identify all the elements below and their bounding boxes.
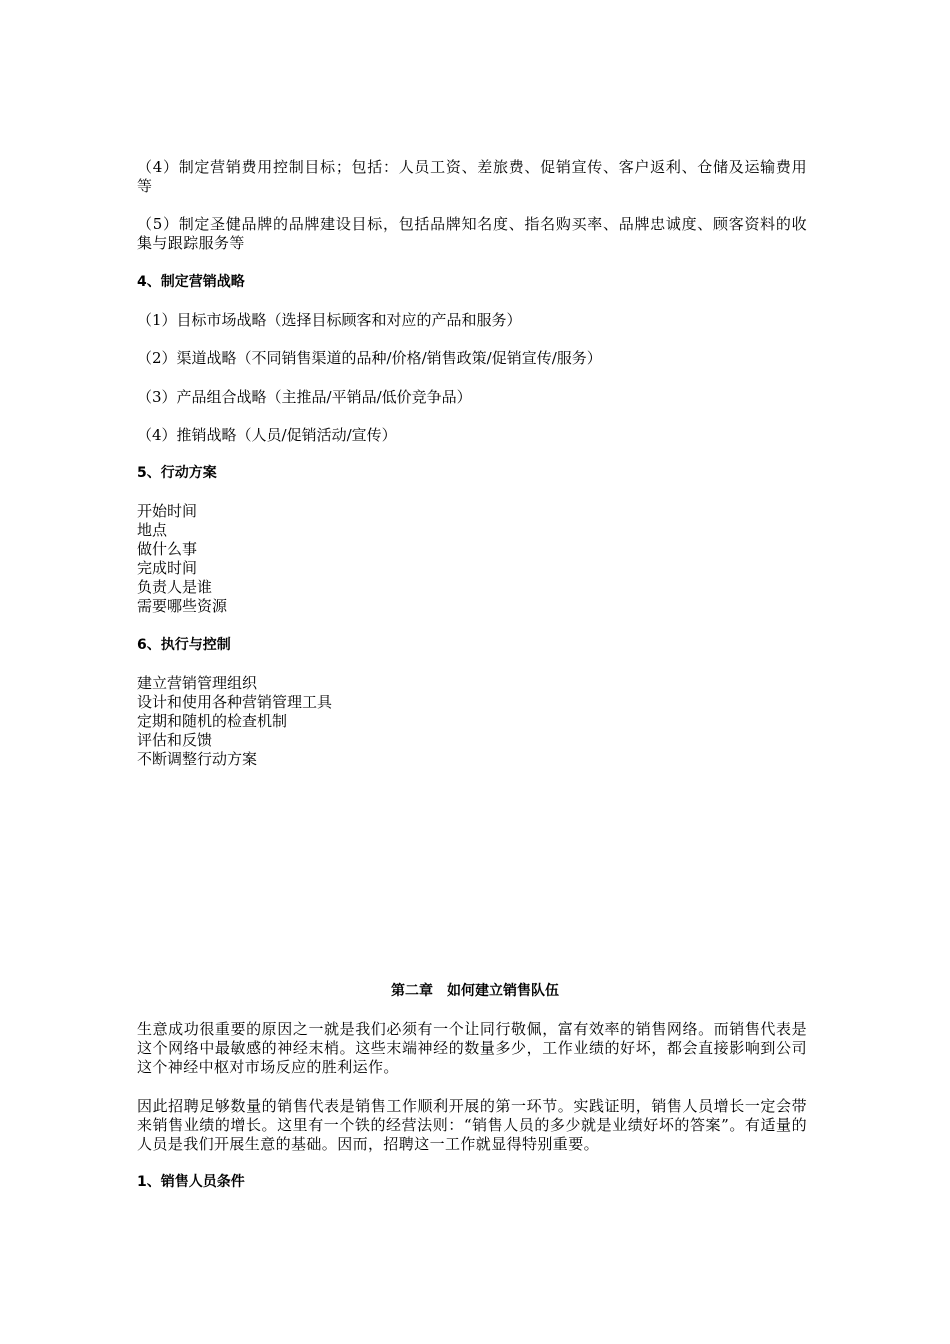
paragraph-brand-targets: （5）制定圣健品牌的品牌建设目标，包括品牌知名度、指名购买率、品牌忠诚度、顾客资料的收集与跟踪服务等 [137, 215, 807, 252]
strategy-item-product-mix: （3）产品组合战略（主推品/平销品/低价竞争品） [137, 388, 472, 406]
action-plan-line: 做什么事 [137, 540, 198, 558]
execution-line: 设计和使用各种营销管理工具 [137, 693, 333, 711]
heading-sales-staff-requirements: 1、销售人员条件 [137, 1174, 245, 1190]
paragraph-cost-targets: （4）制定营销费用控制目标；包括：人员工资、差旅费、促销宣传、客户返利、仓储及运输费用等 [137, 158, 807, 195]
heading-execution-control: 6、执行与控制 [137, 637, 231, 653]
heading-marketing-strategy: 4、制定营销战略 [137, 274, 245, 290]
heading-action-plan: 5、行动方案 [137, 465, 217, 481]
paragraph-recruitment: 因此招聘足够数量的销售代表是销售工作顺利开展的第一环节。实践证明，销售人员增长一定会带来销售业绩的增长。这里有一个铁的经营法则：“销售人员的多少就是业绩好坏的答案”。有适量的人员是我们开展生意的基础。因而，招聘这一工作就显得特别重要。 [137, 1097, 807, 1153]
strategy-item-channel: （2）渠道战略（不同销售渠道的品种/价格/销售政策/促销宣传/服务） [137, 349, 602, 367]
action-plan-line: 完成时间 [137, 559, 198, 577]
action-plan-line: 地点 [137, 521, 168, 539]
chapter-title: 第二章 如何建立销售队伍 [391, 983, 559, 999]
execution-line: 定期和随机的检查机制 [137, 712, 288, 730]
action-plan-line: 负责人是谁 [137, 578, 213, 596]
execution-line: 不断调整行动方案 [137, 750, 258, 768]
action-plan-list [137, 502, 807, 616]
strategy-item-target-market: （1）目标市场战略（选择目标顾客和对应的产品和服务） [137, 311, 522, 329]
action-plan-line: 开始时间 [137, 502, 198, 520]
action-plan-line: 需要哪些资源 [137, 597, 228, 615]
execution-control-list [137, 674, 807, 769]
strategy-item-promotion: （4）推销战略（人员/促销活动/宣传） [137, 426, 397, 444]
execution-line: 评估和反馈 [137, 731, 213, 749]
paragraph-sales-network: 生意成功很重要的原因之一就是我们必须有一个让同行敬佩，富有效率的销售网络。而销售代表是这个网络中最敏感的神经末梢。这些末端神经的数量多少，工作业绩的好坏，都会直接影响到公司这个神经中枢对市场反应的胜利运作。 [137, 1020, 807, 1076]
execution-line: 建立营销管理组织 [137, 674, 258, 692]
